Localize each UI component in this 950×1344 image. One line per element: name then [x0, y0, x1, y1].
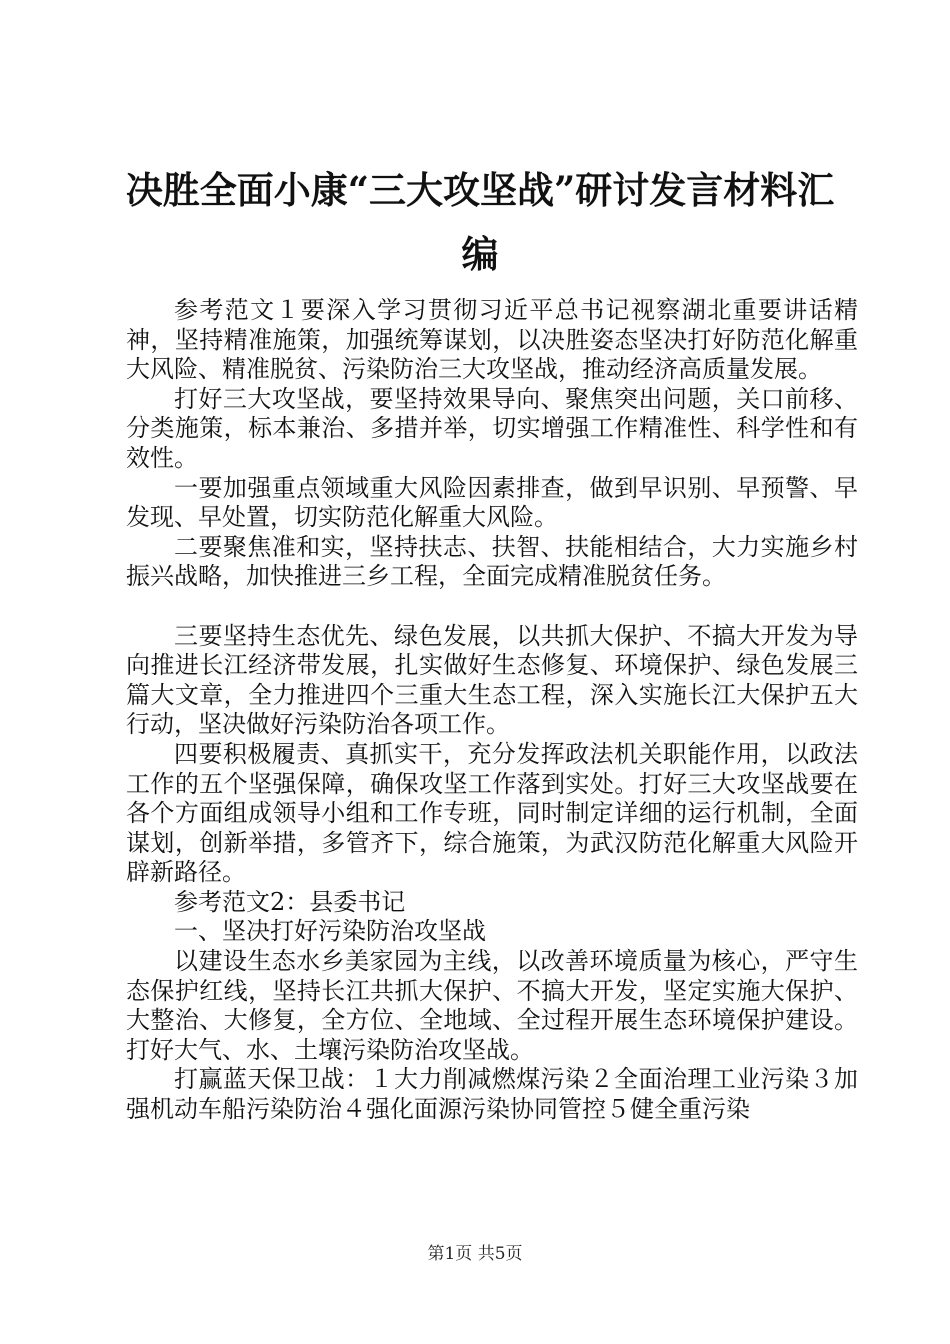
paragraph: 四要积极履责、真抓实干，充分发挥政法机关职能作用，以政法工作的五个坚强保障，确保攻坚工作落到实处。打好三大攻坚战要在各个方面组成领导小组和工作专班，同时制定详细的运行机制，全面谋划，创新举措，多管齐下，综合施策，为武汉防范化解重大风险开辟新路径。 — [126, 739, 858, 887]
paragraph: 三要坚持生态优先、绿色发展，以共抓大保护、不搞大开发为导向推进长江经济带发展，扎实做好生态修复、环境保护、绿色发展三篇大文章，全力推进四个三重大生态工程，深入实施长江大保护五大行动，坚决做好污染防治各项工作。 — [126, 621, 858, 739]
paragraph: 参考范文１要深入学习贯彻习近平总书记视察湖北重要讲话精神，坚持精准施策，加强统筹谋划，以决胜姿态坚决打好防范化解重大风险、精准脱贫、污染防治三大攻坚战，推动经济高质量发展。 — [126, 296, 858, 384]
document-title: 决胜全面小康“三大攻坚战”研讨发言材料汇编 — [125, 168, 835, 276]
page-number: 第1页 共5页 — [427, 1244, 523, 1264]
document-body — [126, 296, 858, 1125]
paragraph: 一要加强重点领域重大风险因素排查，做到早识别、早预警、早发现、早处置，切实防范化解重大风险。 — [126, 473, 858, 532]
paragraph: 以建设生态水乡美家园为主线，以改善环境质量为核心，严守生态保护红线，坚持长江共抓大保护、不搞大开发，坚定实施大保护、大整治、大修复，全方位、全地域、全过程开展生态环境保护建设。打好大气、水、土壤污染防治攻坚战。 — [126, 947, 858, 1064]
paragraph: 打好三大攻坚战，要坚持效果导向、聚焦突出问题，关口前移、分类施策，标本兼治、多措并举，切实增强工作精准性、科学性和有效性。 — [126, 384, 858, 472]
paragraph: 参考范文2：县委书记 — [174, 887, 406, 916]
section-heading: 一、坚决打好污染防治攻坚战 — [174, 917, 486, 946]
paragraph: 二要聚焦准和实，坚持扶志、扶智、扶能相结合，大力实施乡村振兴战略，加快推进三乡工程，全面完成精准脱贫任务。 — [126, 532, 858, 591]
paragraph: 打赢蓝天保卫战：１大力削减燃煤污染２全面治理工业污染３加强机动车船污染防治４强化面源污染协同管控５健全重污染 — [126, 1065, 858, 1124]
